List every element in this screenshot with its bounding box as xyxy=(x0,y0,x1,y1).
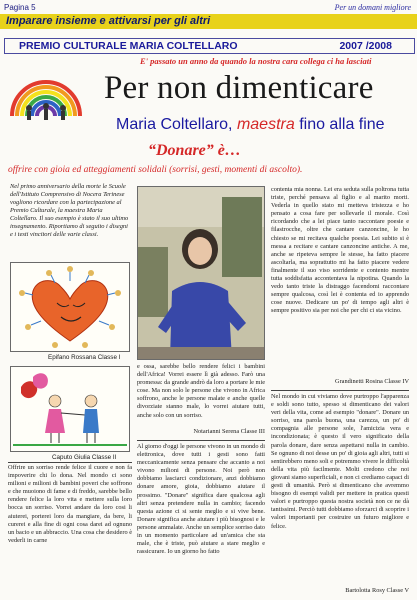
divider xyxy=(137,440,265,441)
text-right-top-signature: Grandinetti Rosina Classe IV xyxy=(335,378,409,385)
text-mid-bottom: Al giorno d'oggi le persone vivono in un mondo di elettronica, dove tutti i gesti sono fatti meccanicamente senza pensare che accanto a noi vivono milioni di persone. Noi però non dobbiamo lasciarci condizionare, anzi dobbiamo donare amore, gioia, dobbiamo aiutare il prossimo. "Donare" significa dare qualcosa agli altri senza pretendere nulla in cambio; facendo questa azione ci si sente meglio e si vive bene. Donare significa anche aiutare i più bisognosi e le persone ammalate. Anche un semplice sorriso dato in un momento particolare ad un'amica che sta male, che è triste, può aiutare a stare meglio e rassicurare. Io un giorno ho fatto xyxy=(137,443,265,556)
page-header xyxy=(0,0,417,14)
heart-drawing-icon xyxy=(11,263,129,351)
text-left-bottom: Offrire un sorriso rende felice il cuore e non fa impoverire chi lo dona. Nel mondo ci sono milioni e milioni di bambini poveri che soffrono e che muoiono di fame e di freddo, sarebbe bello rendere felice la loro vita e mettere sulla loro bocca un sorriso. Vorrei andare da loro cosi li aiuterei, porterei loro da mangiare, da bere, li curerei e alla fine di ogni cosa darei ad ognuno un bacio e un abbraccio. Una cosa che desidero è vederli in carne xyxy=(8,464,132,544)
drawing1-caption: Epifano Rossana Classe I xyxy=(48,354,121,361)
drawing-heart xyxy=(10,262,130,352)
page-title: Per non dimenticare xyxy=(104,70,374,106)
divider xyxy=(271,390,409,391)
page-motto: Per un domani migliore xyxy=(334,3,411,12)
divider xyxy=(8,462,132,463)
section-rubric: Imparare insieme e attivarsi per gli altri xyxy=(0,14,417,29)
award-year: 2007 /2008 xyxy=(339,40,392,52)
section-title: “Donare” è… xyxy=(148,142,241,159)
subhead-name: Maria Coltellaro, xyxy=(116,116,233,133)
tagline: offrire con gioia ed atteggiamenti solidali (sorrisi, gesti, momenti di ascolto). xyxy=(8,165,303,175)
subhead-emphasis: maestra xyxy=(236,116,295,133)
kicker-line: E' passato un anno da quando la nostra cara collega ci ha lasciati xyxy=(140,56,372,66)
rainbow-logo-icon xyxy=(6,66,86,122)
text-right-bottom: Nel mondo in cui viviamo dove purtroppo l'apparenza e soldi sono tutto, spesso si dimenticano dei valori veri della vita, come ad esempio "donare". Donare un sorriso, una parola buona, una carezza, un po' di compagnia alle persone sole, l'amicizia vera e incondizionata; è questo il vero significato della parola donare, dare senza aspettarsi nulla in cambio. Se ognuno di noi desse un po' di gioia agli altri, tutti si sentirebbero meno soli e potremmo vivere le difficoltà della vita più facilmente. Molti credono che noi giovani siamo superficiali, e non ci crediamo capaci di gesti di umanità. Però si dimenticano che avremmo bisogno di esempi validi per mettere in pratica questi valori e purtroppo questa nostra società non ce ne dà tantissimi. Perciò tutti dobbiamo sforzarci di scoprire i valori importanti per costruire un futuro migliore e felice. xyxy=(271,393,409,530)
text-right-top: contenta mia nonna. Lei era seduta sulla poltrona tutta triste, perché pensava al figlio e al marito morti. Vederla in quello stato mi metteva tristezza e ho pensato a cosa fare per sollevarle il morale. Così ricordando che a lei piace tanto raccontare poesie e filastrocche, oltre che cantare canzoncine, le ho chiesto se mi recitava qualche poesia. Lei subito si è messa a recitare e cantare canzoncine antiche. A me, anche se ripeteva sempre le stesse, ha fatto piacere ascoltarla, ma soprattutto mi ha fatto piacere vedere finalmente il suo viso sorridente e contento mentre tutta soddisfatta accontentava la nipotina. Quando la vedo tanto triste la distraggo facendomi raccontare sempre qualcosa, così lei è contenta ed io apprendo cose nuove. Dedicare un po' di tempo agli altri è sempre positivo sia per noi che per chi ci sta vicino. xyxy=(271,186,409,315)
subheadline xyxy=(116,116,385,134)
drawing2-caption: Caputo Giulia Classe II xyxy=(52,454,117,461)
intro-paragraph: Nel primo anniversario della morte le Scuole dell'Istituto Comprensivo di Nocera Terinese vogliono ricordare con la partecipazione al Premio Culturale, la maestra Maria Coltellaro. Il suo esempio è stato il suo ultimo insegnamento. Riportiamo di seguito i disegni e i testi vincitori delle varie classi. xyxy=(10,183,129,238)
drawing-children xyxy=(10,366,130,452)
award-banner xyxy=(4,38,415,54)
page-number: Pagina 5 xyxy=(4,3,36,12)
children-drawing-icon xyxy=(11,367,129,451)
portrait-photo xyxy=(137,186,265,360)
text-mid-top-signature: Notarianni Serena Classe III xyxy=(193,428,265,435)
text-mid-top: e ossa, sarebbe bello rendere felici i bambini dell'Africa! Vorrei essere lì già adesso. Farò una promessa: da grande andrò da loro a portare le mie cose. Ma non solo le persone che vivono in Africa soffrono, anche le persone malate e anche quelle divorziate stanno male, lo vorrei aiutare tutti, anche solo con un sorriso. xyxy=(137,363,265,419)
award-title: PREMIO CULTURALE MARIA COLTELLARO xyxy=(19,40,238,52)
subhead-tail: fino alla fine xyxy=(299,116,385,133)
portrait-photo-icon xyxy=(138,187,264,359)
text-right-bottom-signature: Bartolotta Rosy Classe V xyxy=(345,587,409,594)
